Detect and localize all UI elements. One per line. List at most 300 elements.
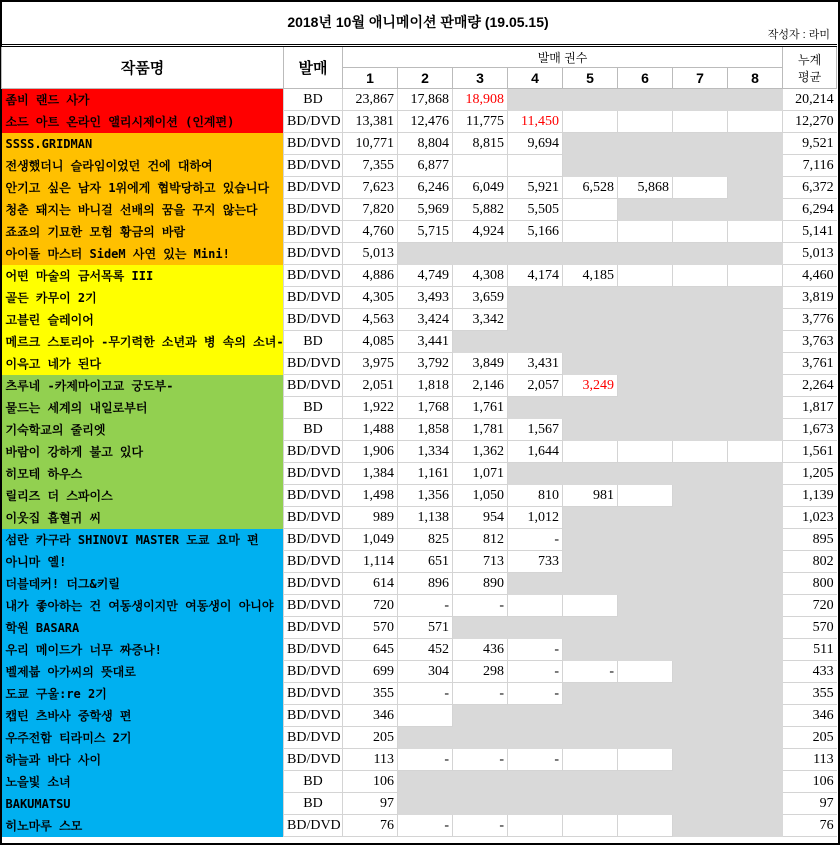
volume-4-sales-cell[interactable]: 2,057 xyxy=(508,375,563,397)
average-cell[interactable]: 106 xyxy=(783,771,837,793)
empty-volume-cell[interactable] xyxy=(673,727,728,749)
volume-5-sales-cell[interactable] xyxy=(563,111,618,133)
volume-2-sales-cell[interactable]: 12,476 xyxy=(398,111,453,133)
volume-2-sales-cell[interactable]: - xyxy=(398,595,453,617)
average-cell[interactable]: 7,116 xyxy=(783,155,837,177)
average-cell[interactable]: 433 xyxy=(783,661,837,683)
title-cell[interactable]: 전생했더니 슬라임이었던 건에 대하여 xyxy=(2,155,284,177)
average-cell[interactable]: 6,372 xyxy=(783,177,837,199)
empty-volume-cell[interactable] xyxy=(728,485,783,507)
volume-6-sales-cell[interactable] xyxy=(618,661,673,683)
average-cell[interactable]: 97 xyxy=(783,793,837,815)
volume-3-sales-cell[interactable]: 713 xyxy=(453,551,508,573)
empty-volume-cell[interactable] xyxy=(728,331,783,353)
volume-2-sales-cell[interactable]: 1,138 xyxy=(398,507,453,529)
volume-3-sales-cell[interactable] xyxy=(453,155,508,177)
empty-volume-cell[interactable] xyxy=(563,155,618,177)
volume-2-sales-cell[interactable]: 1,161 xyxy=(398,463,453,485)
empty-volume-cell[interactable] xyxy=(728,529,783,551)
format-cell[interactable]: BD/DVD xyxy=(284,133,343,155)
format-cell[interactable]: BD xyxy=(284,331,343,353)
volume-3-sales-cell[interactable]: 1,362 xyxy=(453,441,508,463)
empty-volume-cell[interactable] xyxy=(508,397,563,419)
empty-volume-cell[interactable] xyxy=(673,397,728,419)
volume-1-sales-cell[interactable]: 4,305 xyxy=(343,287,398,309)
format-cell[interactable]: BD/DVD xyxy=(284,353,343,375)
volume-6-sales-cell[interactable] xyxy=(618,441,673,463)
volume-1-sales-cell[interactable]: 2,051 xyxy=(343,375,398,397)
title-cell[interactable]: 학원 BASARA xyxy=(2,617,284,639)
volume-3-sales-cell[interactable]: 5,882 xyxy=(453,199,508,221)
empty-volume-cell[interactable] xyxy=(673,749,728,771)
volume-2-sales-cell[interactable]: 1,334 xyxy=(398,441,453,463)
volume-1-sales-cell[interactable]: 113 xyxy=(343,749,398,771)
empty-volume-cell[interactable] xyxy=(728,463,783,485)
empty-volume-cell[interactable] xyxy=(728,815,783,837)
empty-volume-cell[interactable] xyxy=(563,727,618,749)
title-cell[interactable]: 섬란 카구라 SHINOVI MASTER 도쿄 요마 편 xyxy=(2,529,284,551)
volume-1-sales-cell[interactable]: 10,771 xyxy=(343,133,398,155)
volume-1-sales-cell[interactable]: 5,013 xyxy=(343,243,398,265)
empty-volume-cell[interactable] xyxy=(618,617,673,639)
format-cell[interactable]: BD/DVD xyxy=(284,705,343,727)
format-cell[interactable]: BD xyxy=(284,89,343,111)
average-cell[interactable]: 3,763 xyxy=(783,331,837,353)
average-cell[interactable]: 76 xyxy=(783,815,837,837)
empty-volume-cell[interactable] xyxy=(618,133,673,155)
empty-volume-cell[interactable] xyxy=(398,771,453,793)
volume-1-sales-cell[interactable]: 699 xyxy=(343,661,398,683)
title-cell[interactable]: 히노마루 스모 xyxy=(2,815,284,837)
empty-volume-cell[interactable] xyxy=(728,595,783,617)
volume-1-sales-cell[interactable]: 4,563 xyxy=(343,309,398,331)
volume-2-sales-cell[interactable]: - xyxy=(398,815,453,837)
empty-volume-cell[interactable] xyxy=(728,177,783,199)
volume-3-sales-cell[interactable]: - xyxy=(453,749,508,771)
header-volume-7[interactable]: 7 xyxy=(673,68,728,89)
title-cell[interactable]: 더블데커! 더그&키릴 xyxy=(2,573,284,595)
empty-volume-cell[interactable] xyxy=(563,397,618,419)
format-cell[interactable]: BD/DVD xyxy=(284,111,343,133)
empty-volume-cell[interactable] xyxy=(673,309,728,331)
volume-1-sales-cell[interactable]: 7,623 xyxy=(343,177,398,199)
title-cell[interactable]: 기숙학교의 줄리엣 xyxy=(2,419,284,441)
header-average[interactable] xyxy=(783,46,837,89)
average-cell[interactable]: 9,521 xyxy=(783,133,837,155)
volume-2-sales-cell[interactable]: 3,493 xyxy=(398,287,453,309)
title-cell[interactable]: 메르크 스토리아 -무기력한 소년과 병 속의 소녀- xyxy=(2,331,284,353)
empty-volume-cell[interactable] xyxy=(728,749,783,771)
empty-volume-cell[interactable] xyxy=(728,793,783,815)
average-cell[interactable]: 511 xyxy=(783,639,837,661)
header-volume-6[interactable]: 6 xyxy=(618,68,673,89)
empty-volume-cell[interactable] xyxy=(673,595,728,617)
volume-4-sales-cell[interactable]: 1,567 xyxy=(508,419,563,441)
format-cell[interactable]: BD/DVD xyxy=(284,595,343,617)
empty-volume-cell[interactable] xyxy=(728,617,783,639)
volume-2-sales-cell[interactable]: 651 xyxy=(398,551,453,573)
volume-1-sales-cell[interactable]: 645 xyxy=(343,639,398,661)
empty-volume-cell[interactable] xyxy=(728,507,783,529)
empty-volume-cell[interactable] xyxy=(453,771,508,793)
format-cell[interactable]: BD/DVD xyxy=(284,639,343,661)
empty-volume-cell[interactable] xyxy=(673,793,728,815)
volume-2-sales-cell[interactable]: 6,877 xyxy=(398,155,453,177)
average-cell[interactable]: 5,141 xyxy=(783,221,837,243)
empty-volume-cell[interactable] xyxy=(673,133,728,155)
volume-1-sales-cell[interactable]: 106 xyxy=(343,771,398,793)
volume-4-sales-cell[interactable]: - xyxy=(508,661,563,683)
empty-volume-cell[interactable] xyxy=(728,243,783,265)
volume-5-sales-cell[interactable]: 4,185 xyxy=(563,265,618,287)
volume-5-sales-cell[interactable]: 3,249 xyxy=(563,375,618,397)
average-cell[interactable]: 3,776 xyxy=(783,309,837,331)
header-title-column[interactable]: 작품명 xyxy=(2,46,284,89)
empty-volume-cell[interactable] xyxy=(618,529,673,551)
title-cell[interactable]: 릴리즈 더 스파이스 xyxy=(2,485,284,507)
volume-2-sales-cell[interactable]: 5,969 xyxy=(398,199,453,221)
volume-4-sales-cell[interactable]: - xyxy=(508,683,563,705)
volume-4-sales-cell[interactable]: 1,012 xyxy=(508,507,563,529)
empty-volume-cell[interactable] xyxy=(728,771,783,793)
average-cell[interactable]: 1,561 xyxy=(783,441,837,463)
volume-1-sales-cell[interactable]: 570 xyxy=(343,617,398,639)
volume-5-sales-cell[interactable] xyxy=(563,441,618,463)
empty-volume-cell[interactable] xyxy=(398,243,453,265)
volume-2-sales-cell[interactable]: - xyxy=(398,683,453,705)
empty-volume-cell[interactable] xyxy=(563,573,618,595)
volume-2-sales-cell[interactable]: 1,768 xyxy=(398,397,453,419)
empty-volume-cell[interactable] xyxy=(563,331,618,353)
empty-volume-cell[interactable] xyxy=(618,771,673,793)
average-cell[interactable]: 720 xyxy=(783,595,837,617)
empty-volume-cell[interactable] xyxy=(508,617,563,639)
volume-3-sales-cell[interactable]: 3,342 xyxy=(453,309,508,331)
volume-2-sales-cell[interactable]: - xyxy=(398,749,453,771)
empty-volume-cell[interactable] xyxy=(673,89,728,111)
volume-2-sales-cell[interactable]: 1,356 xyxy=(398,485,453,507)
format-cell[interactable]: BD/DVD xyxy=(284,573,343,595)
format-cell[interactable]: BD/DVD xyxy=(284,287,343,309)
volume-1-sales-cell[interactable]: 1,488 xyxy=(343,419,398,441)
volume-5-sales-cell[interactable]: 6,528 xyxy=(563,177,618,199)
empty-volume-cell[interactable] xyxy=(618,353,673,375)
average-cell[interactable]: 355 xyxy=(783,683,837,705)
volume-3-sales-cell[interactable]: 812 xyxy=(453,529,508,551)
volume-3-sales-cell[interactable]: 18,908 xyxy=(453,89,508,111)
header-volume-8[interactable]: 8 xyxy=(728,68,783,89)
empty-volume-cell[interactable] xyxy=(728,199,783,221)
empty-volume-cell[interactable] xyxy=(618,551,673,573)
volume-3-sales-cell[interactable]: 3,659 xyxy=(453,287,508,309)
volume-6-sales-cell[interactable]: 5,868 xyxy=(618,177,673,199)
format-cell[interactable]: BD/DVD xyxy=(284,749,343,771)
volume-4-sales-cell[interactable]: 5,921 xyxy=(508,177,563,199)
volume-5-sales-cell[interactable] xyxy=(563,749,618,771)
format-cell[interactable]: BD xyxy=(284,771,343,793)
empty-volume-cell[interactable] xyxy=(508,243,563,265)
empty-volume-cell[interactable] xyxy=(563,463,618,485)
volume-2-sales-cell[interactable]: 8,804 xyxy=(398,133,453,155)
empty-volume-cell[interactable] xyxy=(673,353,728,375)
empty-volume-cell[interactable] xyxy=(728,155,783,177)
title-cell[interactable]: 노을빛 소녀 xyxy=(2,771,284,793)
volume-3-sales-cell[interactable]: 4,924 xyxy=(453,221,508,243)
volume-3-sales-cell[interactable]: 1,761 xyxy=(453,397,508,419)
volume-7-sales-cell[interactable] xyxy=(673,177,728,199)
volume-1-sales-cell[interactable]: 346 xyxy=(343,705,398,727)
volume-2-sales-cell[interactable]: 304 xyxy=(398,661,453,683)
empty-volume-cell[interactable] xyxy=(563,507,618,529)
empty-volume-cell[interactable] xyxy=(508,463,563,485)
empty-volume-cell[interactable] xyxy=(618,397,673,419)
title-cell[interactable]: 소드 아트 온라인 앨리시제이션 (인계편) xyxy=(2,111,284,133)
volume-6-sales-cell[interactable] xyxy=(618,221,673,243)
volume-4-sales-cell[interactable]: 5,166 xyxy=(508,221,563,243)
title-cell[interactable]: 캡틴 츠바사 중학생 편 xyxy=(2,705,284,727)
volume-1-sales-cell[interactable]: 1,384 xyxy=(343,463,398,485)
volume-1-sales-cell[interactable]: 76 xyxy=(343,815,398,837)
empty-volume-cell[interactable] xyxy=(508,705,563,727)
volume-3-sales-cell[interactable]: - xyxy=(453,683,508,705)
volume-1-sales-cell[interactable]: 97 xyxy=(343,793,398,815)
empty-volume-cell[interactable] xyxy=(563,705,618,727)
volume-7-sales-cell[interactable] xyxy=(673,265,728,287)
empty-volume-cell[interactable] xyxy=(673,199,728,221)
title-cell[interactable]: 물드는 세계의 내일로부터 xyxy=(2,397,284,419)
format-cell[interactable]: BD/DVD xyxy=(284,309,343,331)
volume-3-sales-cell[interactable]: 1,050 xyxy=(453,485,508,507)
volume-4-sales-cell[interactable] xyxy=(508,155,563,177)
header-volume-2[interactable]: 2 xyxy=(398,68,453,89)
empty-volume-cell[interactable] xyxy=(673,485,728,507)
volume-7-sales-cell[interactable] xyxy=(673,221,728,243)
volume-3-sales-cell[interactable]: 6,049 xyxy=(453,177,508,199)
average-cell[interactable]: 1,139 xyxy=(783,485,837,507)
title-cell[interactable]: 어떤 마술의 금서목록 III xyxy=(2,265,284,287)
average-cell[interactable]: 570 xyxy=(783,617,837,639)
volume-2-sales-cell[interactable]: 3,424 xyxy=(398,309,453,331)
volume-4-sales-cell[interactable]: 3,431 xyxy=(508,353,563,375)
format-cell[interactable]: BD/DVD xyxy=(284,155,343,177)
empty-volume-cell[interactable] xyxy=(563,419,618,441)
title-cell[interactable]: 안기고 싶은 남자 1위에게 협박당하고 있습니다 xyxy=(2,177,284,199)
volume-1-sales-cell[interactable]: 720 xyxy=(343,595,398,617)
empty-volume-cell[interactable] xyxy=(618,419,673,441)
volume-3-sales-cell[interactable]: 8,815 xyxy=(453,133,508,155)
empty-volume-cell[interactable] xyxy=(563,639,618,661)
format-cell[interactable]: BD/DVD xyxy=(284,441,343,463)
empty-volume-cell[interactable] xyxy=(618,375,673,397)
volume-8-sales-cell[interactable] xyxy=(728,221,783,243)
empty-volume-cell[interactable] xyxy=(453,243,508,265)
empty-volume-cell[interactable] xyxy=(673,815,728,837)
empty-volume-cell[interactable] xyxy=(673,705,728,727)
volume-6-sales-cell[interactable] xyxy=(618,815,673,837)
average-cell[interactable]: 6,294 xyxy=(783,199,837,221)
title-cell[interactable]: 츠루네 -카제마이고교 궁도부- xyxy=(2,375,284,397)
format-cell[interactable]: BD/DVD xyxy=(284,661,343,683)
volume-7-sales-cell[interactable] xyxy=(673,441,728,463)
volume-3-sales-cell[interactable]: 298 xyxy=(453,661,508,683)
volume-3-sales-cell[interactable]: 1,781 xyxy=(453,419,508,441)
empty-volume-cell[interactable] xyxy=(673,507,728,529)
format-cell[interactable]: BD/DVD xyxy=(284,375,343,397)
empty-volume-cell[interactable] xyxy=(728,309,783,331)
format-cell[interactable]: BD/DVD xyxy=(284,617,343,639)
empty-volume-cell[interactable] xyxy=(563,551,618,573)
empty-volume-cell[interactable] xyxy=(508,331,563,353)
volume-8-sales-cell[interactable] xyxy=(728,265,783,287)
empty-volume-cell[interactable] xyxy=(728,661,783,683)
format-cell[interactable]: BD/DVD xyxy=(284,265,343,287)
empty-volume-cell[interactable] xyxy=(618,155,673,177)
empty-volume-cell[interactable] xyxy=(398,727,453,749)
format-cell[interactable]: BD/DVD xyxy=(284,243,343,265)
empty-volume-cell[interactable] xyxy=(453,617,508,639)
empty-volume-cell[interactable] xyxy=(618,573,673,595)
header-volume-1[interactable]: 1 xyxy=(343,68,398,89)
average-cell[interactable]: 12,270 xyxy=(783,111,837,133)
title-cell[interactable]: 청춘 돼지는 바니걸 선배의 꿈을 꾸지 않는다 xyxy=(2,199,284,221)
empty-volume-cell[interactable] xyxy=(618,89,673,111)
volume-1-sales-cell[interactable]: 4,085 xyxy=(343,331,398,353)
title-cell[interactable]: 벨제붑 아가씨의 뜻대로 xyxy=(2,661,284,683)
format-cell[interactable]: BD/DVD xyxy=(284,683,343,705)
title-cell[interactable]: 죠죠의 기묘한 모험 황금의 바람 xyxy=(2,221,284,243)
empty-volume-cell[interactable] xyxy=(728,353,783,375)
volume-2-sales-cell[interactable]: 452 xyxy=(398,639,453,661)
volume-5-sales-cell[interactable]: 981 xyxy=(563,485,618,507)
volume-1-sales-cell[interactable]: 355 xyxy=(343,683,398,705)
empty-volume-cell[interactable] xyxy=(618,199,673,221)
empty-volume-cell[interactable] xyxy=(728,287,783,309)
empty-volume-cell[interactable] xyxy=(508,309,563,331)
empty-volume-cell[interactable] xyxy=(673,529,728,551)
volume-1-sales-cell[interactable]: 4,760 xyxy=(343,221,398,243)
empty-volume-cell[interactable] xyxy=(618,507,673,529)
volume-3-sales-cell[interactable]: 954 xyxy=(453,507,508,529)
empty-volume-cell[interactable] xyxy=(563,243,618,265)
empty-volume-cell[interactable] xyxy=(618,287,673,309)
title-cell[interactable]: 고블린 슬레이어 xyxy=(2,309,284,331)
empty-volume-cell[interactable] xyxy=(673,375,728,397)
empty-volume-cell[interactable] xyxy=(508,287,563,309)
format-cell[interactable]: BD/DVD xyxy=(284,463,343,485)
title-cell[interactable]: SSSS.GRIDMAN xyxy=(2,133,284,155)
volume-6-sales-cell[interactable] xyxy=(618,485,673,507)
volume-2-sales-cell[interactable]: 4,749 xyxy=(398,265,453,287)
header-volume-3[interactable]: 3 xyxy=(453,68,508,89)
average-cell[interactable]: 5,013 xyxy=(783,243,837,265)
volume-3-sales-cell[interactable]: 436 xyxy=(453,639,508,661)
empty-volume-cell[interactable] xyxy=(673,463,728,485)
volume-1-sales-cell[interactable]: 1,906 xyxy=(343,441,398,463)
volume-4-sales-cell[interactable]: 810 xyxy=(508,485,563,507)
empty-volume-cell[interactable] xyxy=(453,793,508,815)
header-volumes[interactable]: 발매 권수 xyxy=(343,46,783,68)
header-volume-4[interactable]: 4 xyxy=(508,68,563,89)
empty-volume-cell[interactable] xyxy=(563,353,618,375)
empty-volume-cell[interactable] xyxy=(728,133,783,155)
title-cell[interactable]: 우주전함 티라미스 2기 xyxy=(2,727,284,749)
format-cell[interactable]: BD/DVD xyxy=(284,815,343,837)
format-cell[interactable]: BD/DVD xyxy=(284,221,343,243)
empty-volume-cell[interactable] xyxy=(453,727,508,749)
empty-volume-cell[interactable] xyxy=(563,793,618,815)
title-cell[interactable]: 아이돌 마스터 SideM 사연 있는 Mini! xyxy=(2,243,284,265)
title-cell[interactable]: 아니마 옐! xyxy=(2,551,284,573)
volume-4-sales-cell[interactable]: 11,450 xyxy=(508,111,563,133)
volume-1-sales-cell[interactable]: 7,355 xyxy=(343,155,398,177)
volume-2-sales-cell[interactable] xyxy=(398,705,453,727)
volume-1-sales-cell[interactable]: 4,886 xyxy=(343,265,398,287)
title-cell[interactable]: 좀비 랜드 사가 xyxy=(2,89,284,111)
average-cell[interactable]: 346 xyxy=(783,705,837,727)
empty-volume-cell[interactable] xyxy=(728,705,783,727)
empty-volume-cell[interactable] xyxy=(673,287,728,309)
empty-volume-cell[interactable] xyxy=(728,639,783,661)
empty-volume-cell[interactable] xyxy=(618,705,673,727)
average-cell[interactable]: 1,673 xyxy=(783,419,837,441)
volume-4-sales-cell[interactable] xyxy=(508,815,563,837)
average-cell[interactable]: 3,819 xyxy=(783,287,837,309)
volume-1-sales-cell[interactable]: 989 xyxy=(343,507,398,529)
empty-volume-cell[interactable] xyxy=(728,683,783,705)
volume-1-sales-cell[interactable]: 7,820 xyxy=(343,199,398,221)
empty-volume-cell[interactable] xyxy=(563,617,618,639)
format-cell[interactable]: BD xyxy=(284,397,343,419)
format-cell[interactable]: BD/DVD xyxy=(284,199,343,221)
header-volume-5[interactable]: 5 xyxy=(563,68,618,89)
volume-2-sales-cell[interactable]: 3,441 xyxy=(398,331,453,353)
volume-4-sales-cell[interactable]: 733 xyxy=(508,551,563,573)
empty-volume-cell[interactable] xyxy=(618,793,673,815)
average-cell[interactable]: 205 xyxy=(783,727,837,749)
empty-volume-cell[interactable] xyxy=(673,331,728,353)
title-cell[interactable]: 이윽고 네가 된다 xyxy=(2,353,284,375)
volume-3-sales-cell[interactable]: 11,775 xyxy=(453,111,508,133)
format-cell[interactable]: BD/DVD xyxy=(284,177,343,199)
average-cell[interactable]: 802 xyxy=(783,551,837,573)
empty-volume-cell[interactable] xyxy=(618,727,673,749)
average-cell[interactable]: 20,214 xyxy=(783,89,837,111)
volume-1-sales-cell[interactable]: 614 xyxy=(343,573,398,595)
volume-6-sales-cell[interactable] xyxy=(618,111,673,133)
empty-volume-cell[interactable] xyxy=(728,551,783,573)
empty-volume-cell[interactable] xyxy=(728,419,783,441)
empty-volume-cell[interactable] xyxy=(618,331,673,353)
volume-3-sales-cell[interactable]: - xyxy=(453,815,508,837)
empty-volume-cell[interactable] xyxy=(453,331,508,353)
volume-3-sales-cell[interactable]: 1,071 xyxy=(453,463,508,485)
title-cell[interactable]: 골든 카무이 2기 xyxy=(2,287,284,309)
empty-volume-cell[interactable] xyxy=(673,771,728,793)
volume-1-sales-cell[interactable]: 1,922 xyxy=(343,397,398,419)
empty-volume-cell[interactable] xyxy=(508,727,563,749)
volume-3-sales-cell[interactable]: 2,146 xyxy=(453,375,508,397)
format-cell[interactable]: BD/DVD xyxy=(284,551,343,573)
volume-4-sales-cell[interactable]: - xyxy=(508,529,563,551)
title-cell[interactable]: BAKUMATSU xyxy=(2,793,284,815)
format-cell[interactable]: BD/DVD xyxy=(284,507,343,529)
volume-2-sales-cell[interactable]: 6,246 xyxy=(398,177,453,199)
empty-volume-cell[interactable] xyxy=(673,661,728,683)
average-cell[interactable]: 895 xyxy=(783,529,837,551)
volume-1-sales-cell[interactable]: 3,975 xyxy=(343,353,398,375)
empty-volume-cell[interactable] xyxy=(508,771,563,793)
format-cell[interactable]: BD/DVD xyxy=(284,529,343,551)
